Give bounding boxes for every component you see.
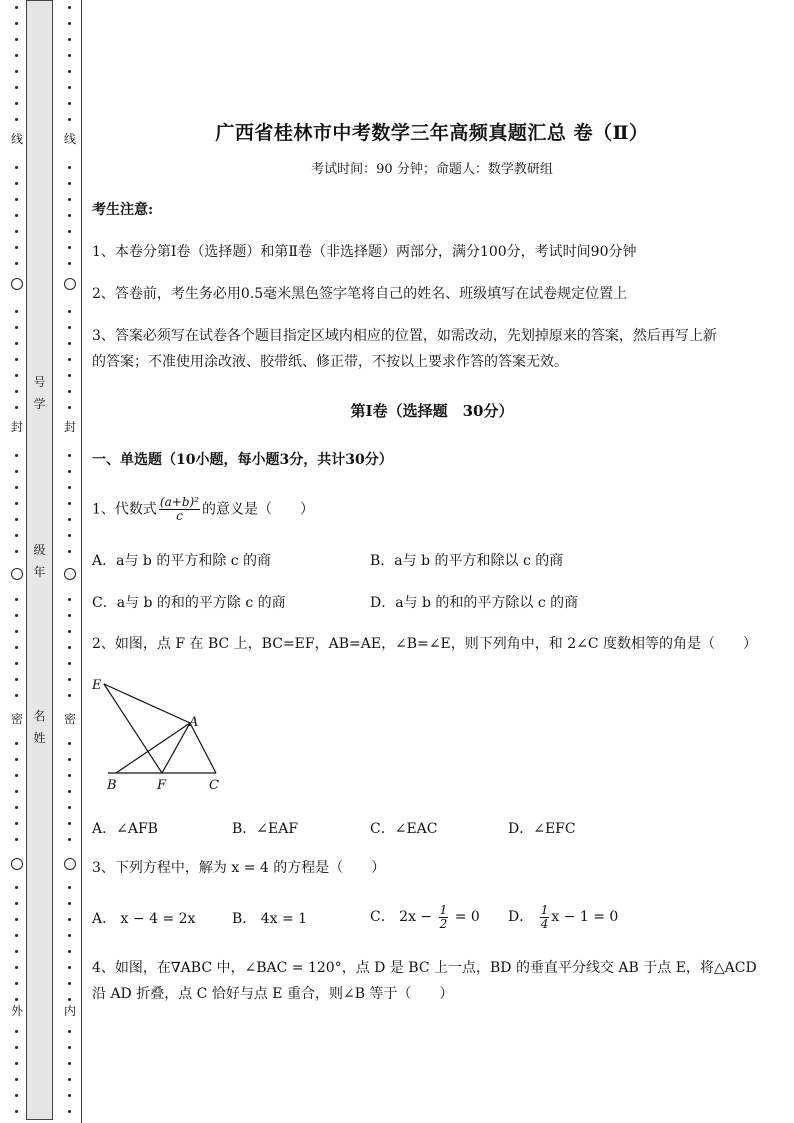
binding-dot	[15, 6, 18, 9]
label-E: E	[92, 678, 102, 693]
binding-dot	[68, 1094, 71, 1097]
binding-dot	[68, 118, 71, 121]
binding-dot	[15, 166, 18, 169]
binding-dot	[68, 1062, 71, 1065]
binding-dot	[68, 342, 71, 345]
q3-c-numerator: 1	[439, 902, 448, 917]
binding-dot	[68, 1046, 71, 1049]
binding-dot	[15, 230, 18, 233]
binding-dot	[15, 326, 18, 329]
binding-dot	[15, 246, 18, 249]
q3-d-tail: x − 1 = 0	[551, 909, 619, 925]
binding-dot	[15, 918, 18, 921]
q3-d-text: D．	[508, 909, 538, 925]
q3-c-tail: = 0	[450, 909, 480, 925]
binding-dot	[15, 518, 18, 521]
binding-dot	[68, 678, 71, 681]
binding-circle	[64, 568, 76, 580]
inner-dot-column	[63, 0, 77, 1123]
binding-dot	[15, 198, 18, 201]
binding-dot	[15, 214, 18, 217]
binding-dot	[15, 310, 18, 313]
binding-dot	[68, 230, 71, 233]
binding-dot	[68, 1110, 71, 1113]
part-title: 第I卷（选择题 30分）	[350, 402, 514, 420]
q1-option-d[interactable]: D．a与 b 的和的平方除以 c 的商	[370, 595, 579, 611]
binding-dot	[68, 486, 71, 489]
binding-dot	[15, 694, 18, 697]
binding-dot	[68, 38, 71, 41]
binding-dot	[15, 406, 18, 409]
binding-dot	[68, 966, 71, 969]
q1-option-a[interactable]: A．a与 b 的平方和除 c 的商	[92, 553, 272, 569]
binding-dot	[68, 806, 71, 809]
q1-suffix: 的意义是（ ）	[202, 501, 314, 518]
binding-dot	[68, 902, 71, 905]
binding-dot	[15, 1094, 18, 1097]
binding-dot	[15, 358, 18, 361]
notice-item: 的答案；不准使用涂改液、胶带纸、修正带，不按以上要求作答的答案无效。	[92, 354, 568, 370]
binding-label: 外	[10, 1004, 23, 1018]
binding-dot	[68, 246, 71, 249]
binding-dot	[68, 22, 71, 25]
binding-dot	[68, 390, 71, 393]
q3-option-c[interactable]	[370, 900, 480, 934]
binding-dot	[68, 838, 71, 841]
binding-dot	[15, 614, 18, 617]
binding-dot	[15, 1062, 18, 1065]
binding-dot	[15, 774, 18, 777]
binding-label: 线	[63, 132, 76, 146]
binding-dot	[68, 502, 71, 505]
binding-dot	[68, 790, 71, 793]
binding-circle	[64, 278, 76, 290]
binding-dot	[68, 518, 71, 521]
binding-dot	[68, 758, 71, 761]
binding-dot	[15, 1030, 18, 1033]
binding-dot	[68, 934, 71, 937]
binding-dot	[15, 534, 18, 537]
binding-dot	[15, 630, 18, 633]
binding-dot	[15, 966, 18, 969]
q3-option-d[interactable]	[508, 900, 618, 934]
binding-dot	[68, 6, 71, 9]
q3-option-b[interactable]: B． 4x = 1	[232, 911, 308, 927]
binding-dot	[68, 374, 71, 377]
label-A: A	[189, 715, 199, 730]
binding-circle	[11, 568, 23, 580]
binding-dot	[68, 598, 71, 601]
binding-dot	[15, 998, 18, 1001]
binding-strip	[26, 0, 53, 1120]
q1-fraction	[159, 496, 200, 523]
q1-frac-numerator: (a+b)²	[159, 495, 199, 509]
binding-dot	[15, 342, 18, 345]
binding-label: 内	[63, 1004, 76, 1018]
binding-dot	[15, 22, 18, 25]
binding-dot	[15, 1110, 18, 1113]
label-C: C	[209, 778, 219, 793]
binding-dot	[68, 102, 71, 105]
binding-dot	[68, 1030, 71, 1033]
binding-dot	[68, 614, 71, 617]
binding-dot	[68, 1078, 71, 1081]
binding-circle	[11, 858, 23, 870]
binding-margin	[0, 0, 82, 1123]
binding-dot	[15, 678, 18, 681]
binding-dot	[68, 326, 71, 329]
q1-option-c[interactable]: C．a与 b 的和的平方除 c 的商	[92, 595, 286, 611]
binding-label: 线	[10, 132, 23, 146]
binding-dot	[68, 662, 71, 665]
strip-field-label: 姓	[33, 731, 46, 745]
strip-field-label: 年	[33, 565, 46, 579]
q3-c-fraction	[439, 904, 449, 931]
outer-dot-column	[10, 0, 24, 1123]
binding-dot	[15, 38, 18, 41]
binding-dot	[15, 70, 18, 73]
q3-d-fraction	[540, 904, 550, 931]
exam-info: 考试时间：90 分钟；命题人：数学教研组	[311, 162, 553, 177]
binding-dot	[68, 950, 71, 953]
q3-d-numerator: 1	[540, 902, 549, 917]
binding-circle	[64, 858, 76, 870]
q1-frac-denominator: c	[176, 509, 183, 523]
q1-option-b[interactable]: B．a与 b 的平方和除以 c 的商	[370, 553, 564, 569]
binding-dot	[15, 838, 18, 841]
binding-dot	[68, 982, 71, 985]
binding-dot	[15, 758, 18, 761]
notice-item: 1、本卷分第I卷（选择题）和第Ⅱ卷（非选择题）两部分，满分100分，考试时间90分钟	[92, 244, 637, 260]
binding-dot	[68, 470, 71, 473]
binding-dot	[15, 646, 18, 649]
segment-AF	[162, 723, 190, 773]
binding-dot	[68, 198, 71, 201]
q1-prefix: 1、代数式	[92, 501, 157, 518]
binding-dot	[68, 774, 71, 777]
binding-dot	[15, 982, 18, 985]
binding-dot	[68, 822, 71, 825]
binding-dot	[68, 646, 71, 649]
segment-AB	[116, 723, 190, 773]
binding-dot	[15, 1078, 18, 1081]
binding-dot	[68, 918, 71, 921]
question-1-stem	[92, 496, 314, 523]
binding-dot	[15, 374, 18, 377]
segment-AC	[190, 723, 216, 773]
q3-d-denominator: 4	[540, 916, 549, 931]
binding-dot	[68, 694, 71, 697]
binding-dot	[15, 806, 18, 809]
binding-dot	[15, 1046, 18, 1049]
binding-dot	[15, 262, 18, 265]
binding-dot	[68, 358, 71, 361]
binding-dot	[15, 902, 18, 905]
page-title: 广西省桂林市中考数学三年高频真题汇总 卷（Ⅱ）	[215, 122, 649, 144]
binding-dot	[68, 70, 71, 73]
q2-option-a[interactable]: A．∠AFB	[92, 821, 158, 837]
binding-dot	[68, 54, 71, 57]
question-3-stem: 3、下列方程中，解为 x = 4 的方程是（ ）	[92, 860, 386, 876]
label-F: F	[157, 778, 167, 793]
binding-dot	[15, 822, 18, 825]
binding-dot	[15, 598, 18, 601]
binding-dot	[68, 742, 71, 745]
binding-dot	[15, 662, 18, 665]
q2-triangle-figure	[92, 672, 232, 794]
strip-field-label: 学	[33, 397, 46, 411]
strip-field-label: 名	[33, 709, 46, 723]
question-4-stem-line1: 4、如图，在∇ABC 中，∠BAC = 120°，点 D 是 BC 上一点，BD 的垂直平分线交 AB 于点 E，将△ACD	[92, 960, 757, 976]
question-4-stem-line2: 沿 AD 折叠，点 C 恰好与点 E 重合，则∠B 等于（ ）	[92, 986, 454, 1002]
binding-dot	[15, 182, 18, 185]
strip-field-label: 级	[33, 543, 46, 557]
binding-dot	[15, 118, 18, 121]
binding-dot	[15, 486, 18, 489]
q2-option-d[interactable]: D．∠EFC	[508, 821, 576, 837]
binding-dot	[15, 390, 18, 393]
binding-dot	[15, 454, 18, 457]
binding-dot	[68, 406, 71, 409]
section-heading: 一、单选题（10小题，每小题3分，共计30分）	[92, 452, 393, 468]
label-B: B	[107, 778, 117, 793]
binding-dot	[68, 454, 71, 457]
binding-dot	[15, 470, 18, 473]
q3-c-denominator: 2	[439, 916, 448, 931]
binding-circle	[11, 278, 23, 290]
binding-label: 密	[63, 712, 76, 726]
binding-dot	[68, 310, 71, 313]
binding-dot	[15, 86, 18, 89]
binding-label: 封	[63, 420, 76, 434]
binding-dot	[15, 934, 18, 937]
binding-dot	[15, 886, 18, 889]
strip-field-label: 号	[33, 375, 46, 389]
binding-dot	[68, 262, 71, 265]
binding-dot	[68, 166, 71, 169]
notice-item: 2、答卷前，考生务必用0.5毫米黑色签字笔将自己的姓名、班级填写在试卷规定位置上	[92, 286, 628, 302]
binding-dot	[15, 54, 18, 57]
binding-dot	[15, 950, 18, 953]
binding-label: 封	[10, 420, 23, 434]
binding-dot	[68, 182, 71, 185]
binding-dot	[68, 998, 71, 1001]
margin-divider	[81, 0, 82, 1123]
q2-option-c[interactable]: C．∠EAC	[370, 821, 438, 837]
q3-option-a[interactable]: A． x − 4 = 2x	[92, 911, 196, 927]
binding-dot	[68, 630, 71, 633]
binding-dot	[68, 214, 71, 217]
binding-dot	[15, 502, 18, 505]
binding-dot	[68, 550, 71, 553]
binding-dot	[15, 102, 18, 105]
binding-dot	[15, 742, 18, 745]
q2-option-b[interactable]: B．∠EAF	[232, 821, 299, 837]
question-2-stem: 2、如图，点 F 在 BC 上，BC=EF，AB=AE，∠B=∠E，则下列角中，和 2∠C 度数相等的角是（ ）	[92, 636, 758, 652]
binding-dot	[68, 886, 71, 889]
notice-item: 3、答案必须写在试卷各个题目指定区域内相应的位置，如需改动，先划掉原来的答案，然后再写上新	[92, 328, 717, 344]
binding-dot	[68, 86, 71, 89]
binding-dot	[68, 534, 71, 537]
binding-dot	[15, 550, 18, 553]
notice-heading: 考生注意:	[92, 202, 154, 218]
binding-label: 密	[10, 712, 23, 726]
binding-dot	[15, 790, 18, 793]
q3-c-text: C． 2x −	[370, 909, 437, 925]
